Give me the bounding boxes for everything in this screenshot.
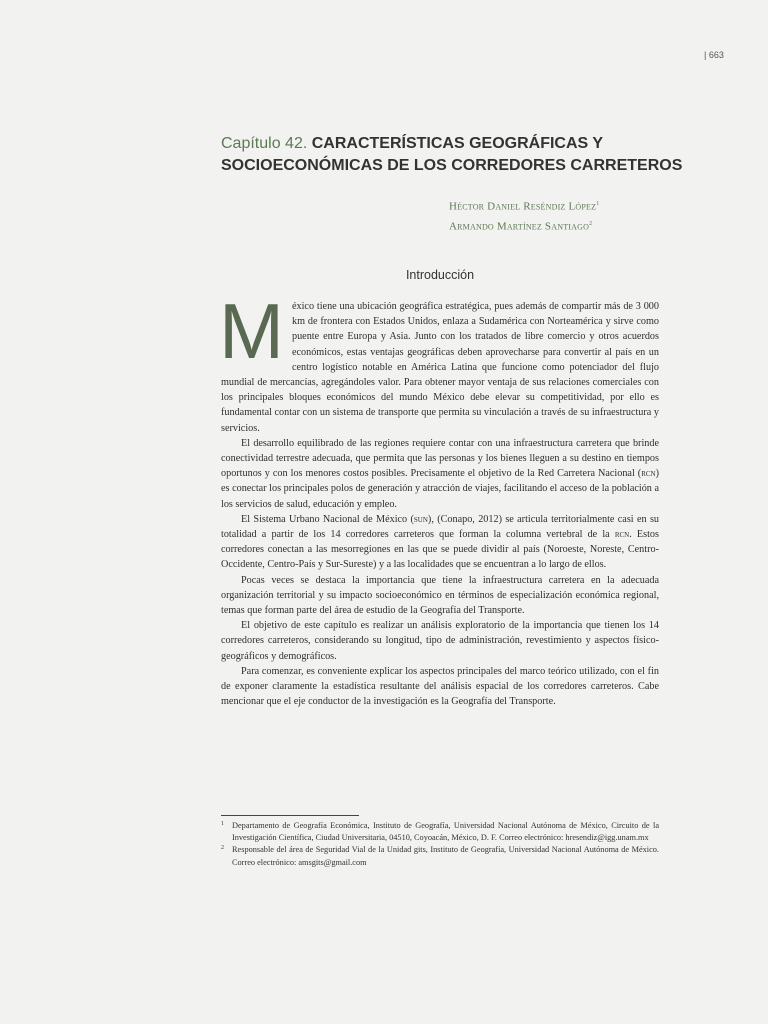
chapter-title-line1: CARACTERÍSTICAS GEOGRÁFICAS Y [311,135,604,152]
body-text [219,287,659,709]
author-footnote-mark: 2 [589,220,593,227]
chapter-title-line2: SOCIOECONÓMICAS DE LOS CORREDORES CARRETEROS [221,157,683,174]
chapter-title [221,133,691,177]
footnote-2 [221,844,659,868]
paragraph-3: El Sistema Urbano Nacional de México (sun), (Conapo, 2012) se articula territorialmente casi en su totalidad a partir de los 14 corredores carreteros que forman la columna vertebral de la rcn. Estos corredores conectan a las mesorregiones en las que se puede dividir al país (Noroeste, Noreste, Centro-Occidente, Centro-País y Sur-Sureste) y a las localidades que se encuentran a lo largo de ellos. [221,513,659,571]
footnote-divider [221,815,359,816]
author-list [449,196,599,235]
page-number: | 663 [704,50,724,60]
footnote-text: Responsable del área de Seguridad Vial de la Unidad gits, Instituto de Geografía, Universidad Nacional Autónoma de México. Correo electrónico: amsgits@gmail.com [232,845,659,867]
author-footnote-mark: 1 [596,201,600,207]
section-heading: Introducción [405,268,475,282]
paragraph-6: Para comenzar, es conveniente explicar los aspectos principales del marco teórico utilizado, con el fin de exponer claramente la estadística resultante del análisis espacial de los corredores carreteros. Cabe mencionar que el eje conductor de la investigación es la Geografía del Transporte. [221,665,659,708]
paragraph-4: Pocas veces se destaca la importancia que tiene la infraestructura carretera en la adecuada organización territorial y su impacto socioeconómico en términos de especialización económica regional, temas que forman parte del área de estudio de la Geografía del Transporte. [221,574,659,617]
paragraph-5: El objetivo de este capítulo es realizar un análisis exploratorio de la importancia que tienen los 14 corredores carreteros, considerando su longitud, tipo de administración, revestimiento y aspectos físico-geográficos y demográficos. [221,620,659,662]
drop-cap: M [219,287,284,375]
author-name: Héctor Daniel Reséndiz López [449,200,597,213]
author-name: Armando Martínez Santiago [449,220,590,233]
footnote-1 [221,820,659,844]
footnotes [221,820,659,869]
footnote-number: 1 [221,821,224,827]
paragraph-2: El desarrollo equilibrado de las regiones requiere contar con una infraestructura carretera que brinde conectividad terrestre adecuada, que permita que las personas y los bienes lleguen a su destino en tiempos oportunos y con los menores costos posibles. Precisamente el objetivo de la Red Carretera Nacional (rcn) es conectar los principales polos de generación y atracción de viajes, facilitando el acceso de la población a los servicios de salud, educación y empleo. [221,437,659,510]
footnote-number: 2 [221,845,224,852]
paragraph-1: éxico tiene una ubicación geográfica estratégica, pues además de compartir más de 3 000 km de frontera con Estados Unidos, enlaza a Sudamérica con Norteamérica y sirve como puente entre Europa y Asia. Junto con los tratados de libre comercio y otros acuerdos económicos, estas ventajas geográficas deben aprovecharse para convertir al país en un centro logístico notable en América Latina que funcione como potenciador del flujo mundial de mercancías, agregándoles valor. Para obtener mayor ventaja de sus relaciones comerciales con los principales bloques económicos del mundo México debe elevar su competitividad, por ello es fundamental contar con un sistema de transporte que permita su vinculación a través de su infraestructura y servicios. [221,301,659,434]
footnote-text: Departamento de Geografía Económica, Instituto de Geografía, Universidad Nacional Autónoma de México, Circuito de la Investigación Científica, Ciudad Universitaria, 04510, Coyoacán, México, D. F. Correo electrónico: hresendiz@igg.unam.mx [232,821,659,843]
chapter-label: Capítulo 42. [221,135,308,152]
author-2 [449,216,599,236]
author-1 [449,196,599,216]
